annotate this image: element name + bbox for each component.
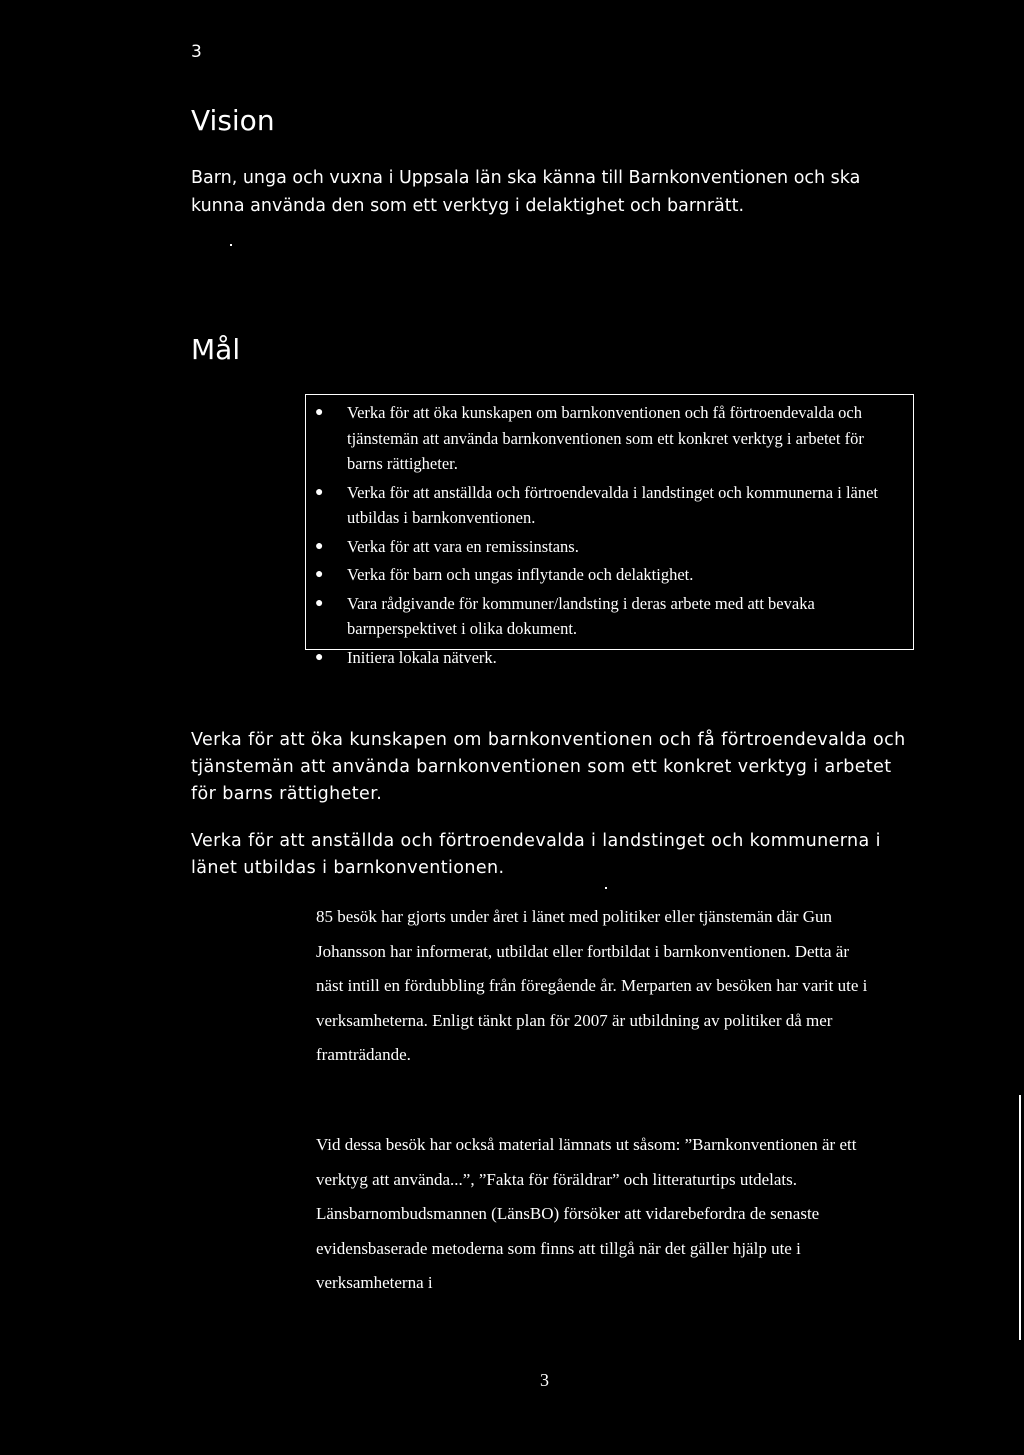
bullet-icon: ● xyxy=(315,405,324,420)
bullet-icon: ● xyxy=(315,595,324,611)
goal-item: ● Verka för barn och ungas inflytande och delaktighet. xyxy=(306,562,913,588)
section-heading-training: Verka för att anställda och förtroendevalda i landstinget och kommunerna i länet utbildas i barnkonventionen. xyxy=(191,831,881,878)
vision-heading: Vision xyxy=(191,104,275,137)
goal-item: ● Vara rådgivande för kommuner/landsting i deras arbete med att bevaka barnperspektivet i olika dokument. xyxy=(306,591,913,642)
bullet-icon: ● xyxy=(315,538,324,554)
page-number-bottom: 3 xyxy=(540,1370,549,1390)
bullet-icon: ● xyxy=(315,649,324,665)
bullet-icon: ● xyxy=(315,484,324,500)
page-number-top: 3 xyxy=(191,42,202,62)
goals-list xyxy=(306,400,913,673)
section-heading-knowledge: Verka för att öka kunskapen om barnkonventionen och få förtroendevalda och tjänstemän att använda barnkonventionen som ett konkret verktyg i arbetet för barns rättigheter. xyxy=(191,730,906,804)
goal-item: ● Initiera lokala nätverk. xyxy=(306,645,913,671)
goal-item: ● Verka för att vara en remissinstans. xyxy=(306,534,913,560)
bullet-icon: ● xyxy=(315,567,324,582)
scan-speck xyxy=(605,887,607,889)
goal-item: ● Verka för att anställda och förtroendevalda i landstinget och kommunerna i länet utbildas i barnkonventionen. xyxy=(306,480,913,531)
body-paragraph-materials: Vid dessa besök har också material lämnats ut såsom: ”Barnkonventionen är ett verktyg att använda...”, ”Fakta för föräldrar” och litteraturtips utdelats. Länsbarnombudsmannen (LänsBO) försöker att vidarebefordra de senaste evidensbaserade metoderna som finns att tillgå när det gäller hjälp ute i verksamheterna i xyxy=(316,1135,857,1292)
goals-heading: Mål xyxy=(191,333,241,366)
goal-item: ● Verka för att öka kunskapen om barnkonventionen och få förtroendevalda och tjänstemän att använda barnkonventionen som ett konkret verktyg i arbetet för barns rättigheter. xyxy=(306,400,913,477)
scan-edge-line xyxy=(1019,1095,1021,1340)
body-paragraph-visits: 85 besök har gjorts under året i länet med politiker eller tjänstemän där Gun Johansson har informerat, utbildat eller fortbildat i barnkonventionen. Detta är näst intill en fördubbling från föregående år. Merparten av besöken har varit ute i verksamheterna. Enligt tänkt plan för 2007 är utbildning av politiker då mer framträdande. xyxy=(316,907,868,1064)
vision-text: Barn, unga och vuxna i Uppsala län ska känna till Barnkonventionen och ska kunna använda den som ett verktyg i delaktighet och barnrätt. xyxy=(191,168,861,216)
goals-box xyxy=(305,394,914,667)
scan-speck xyxy=(230,244,232,246)
